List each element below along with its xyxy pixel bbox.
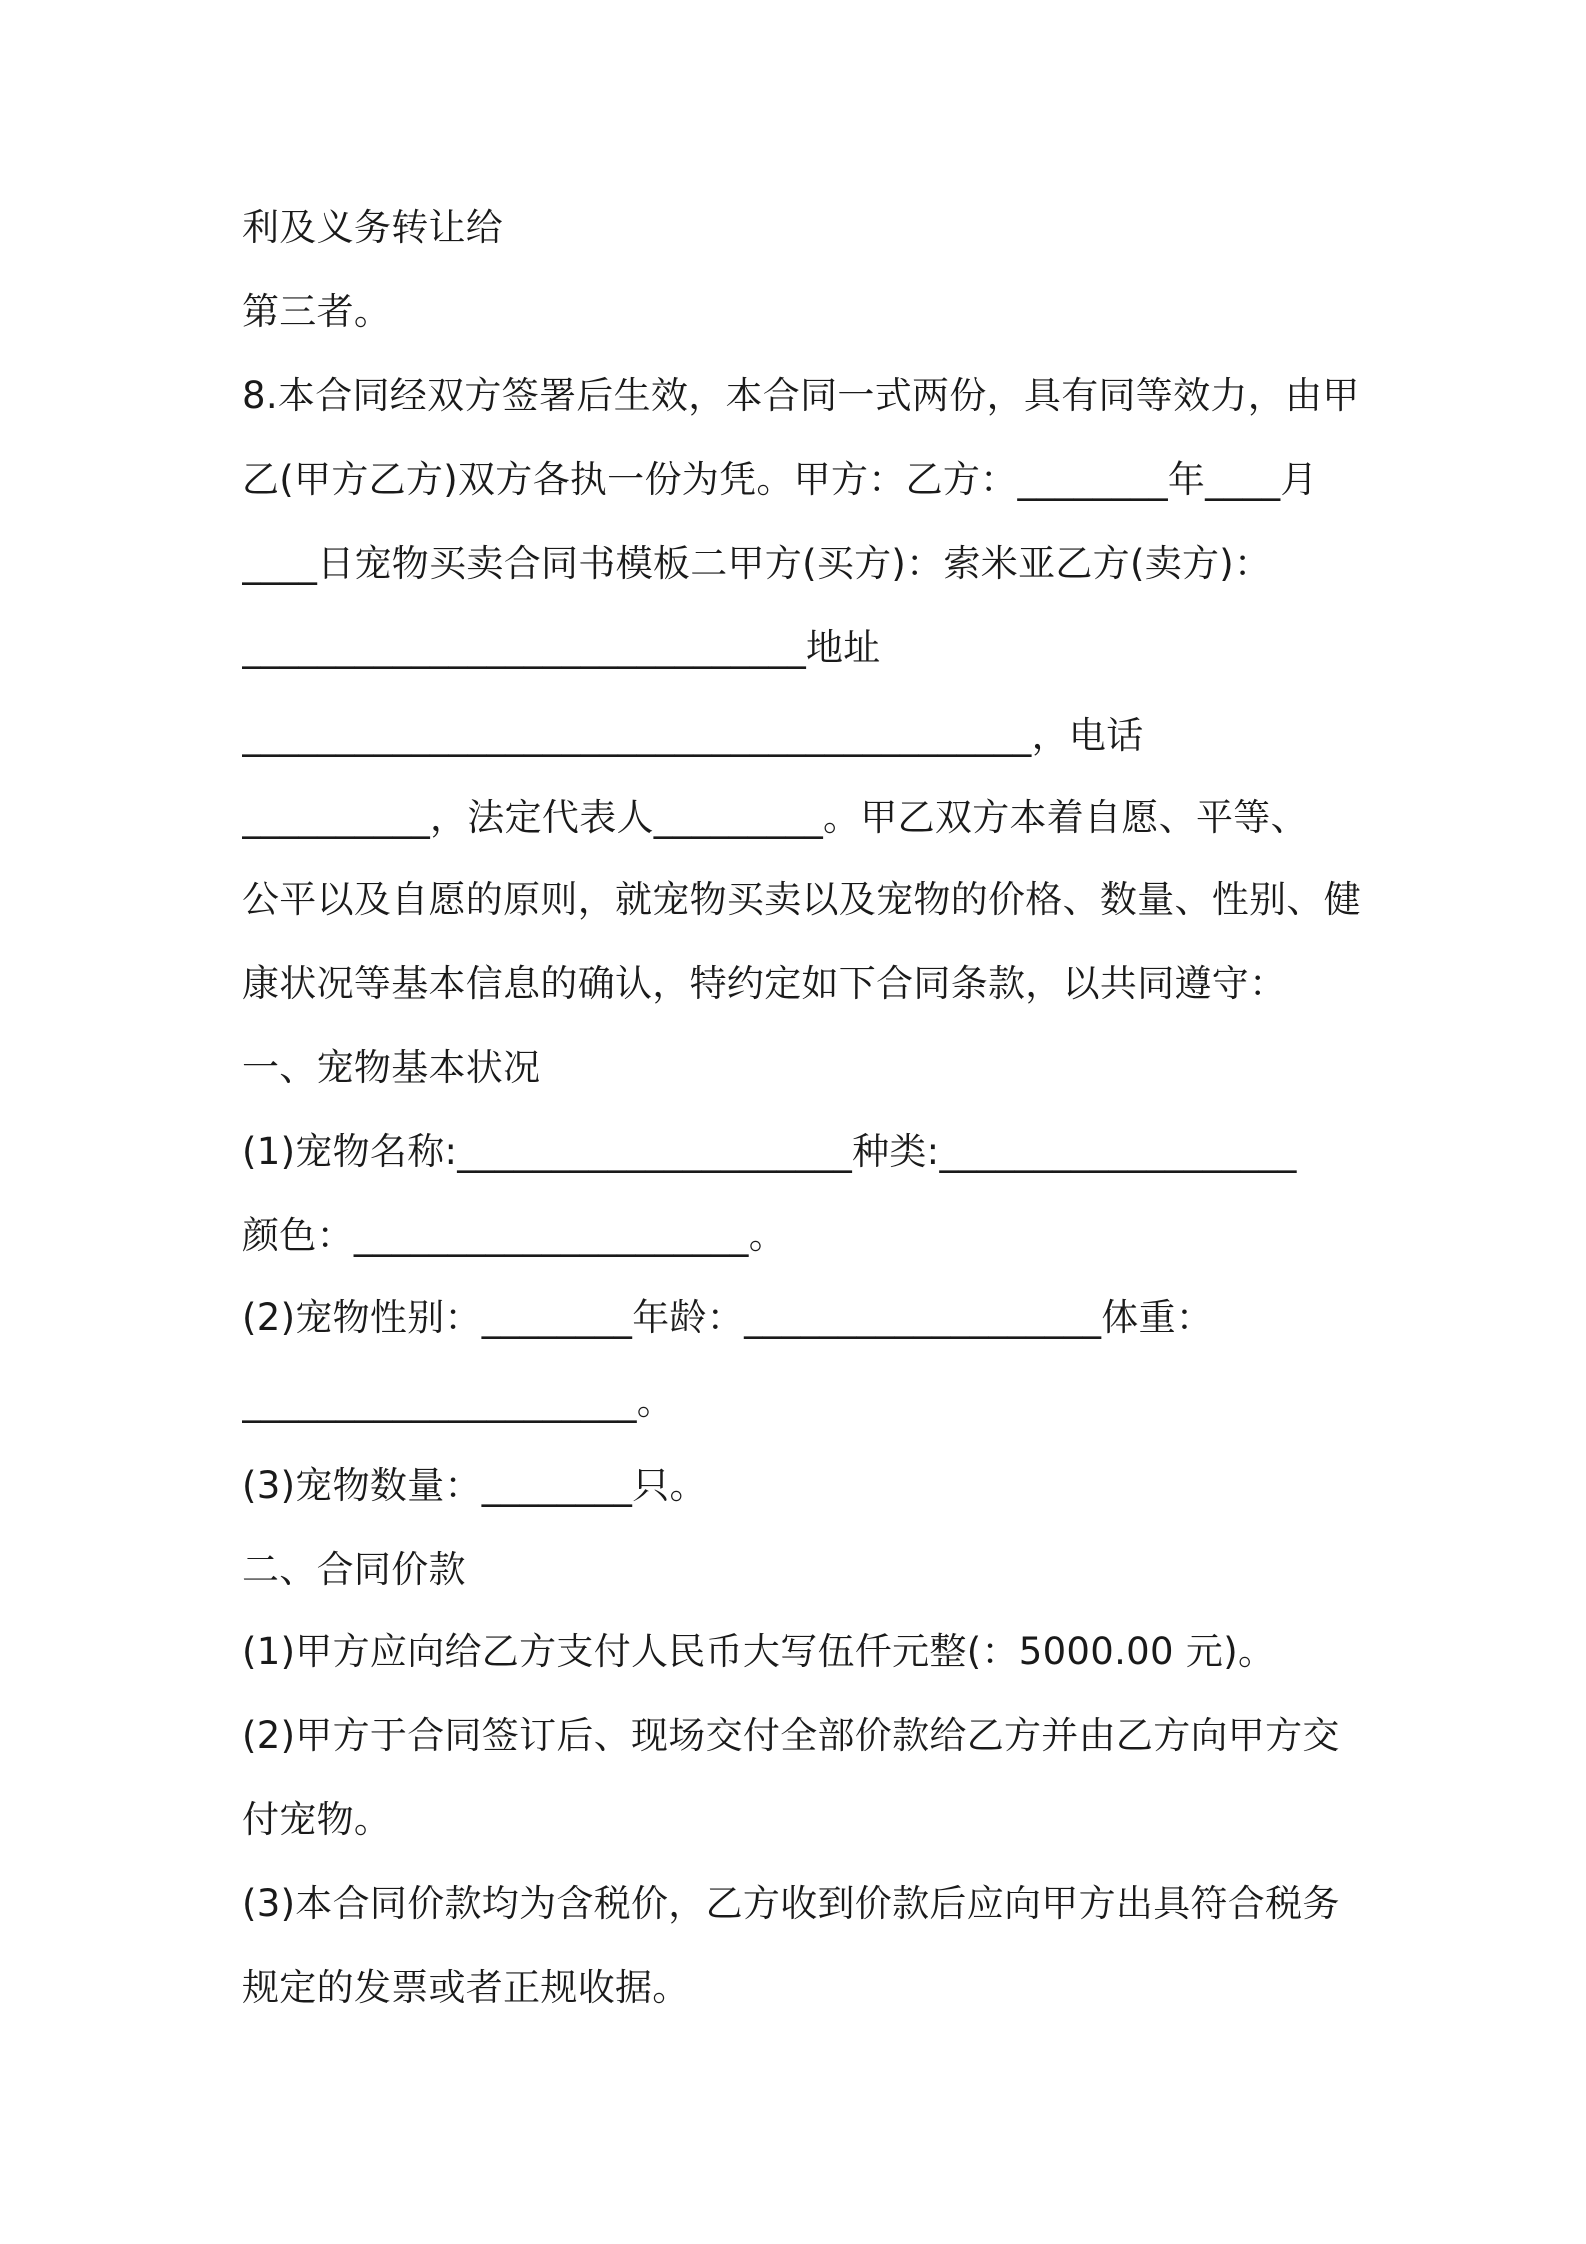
- text-line: (3)本合同价款均为含税价，乙方收到价款后应向甲方出具符合税务: [242, 1882, 1340, 1925]
- text-line: 康状况等基本信息的确认，特约定如下合同条款，以共同遵守：: [242, 962, 1287, 1005]
- text-line: 第三者。: [242, 290, 392, 333]
- text-line: 付宠物。: [242, 1798, 392, 1841]
- text-line: (2)宠物性别：________年龄：___________________体重：: [242, 1296, 1214, 1339]
- section-heading: 一、宠物基本状况: [242, 1046, 541, 1089]
- text-line: 公平以及自愿的原则，就宠物买卖以及宠物的价格、数量、性别、健: [242, 878, 1361, 921]
- text-line: 利及义务转让给: [242, 206, 504, 249]
- text-line: ______________________________地址: [242, 626, 881, 669]
- text-line: 8.本合同经双方签署后生效，本合同一式两份，具有同等效力，由甲: [242, 374, 1360, 417]
- text-line: (3)宠物数量：________只。: [242, 1464, 707, 1507]
- text-line: __________________________________________，电话: [242, 714, 1144, 757]
- text-line: _____________________。: [242, 1380, 675, 1423]
- text-line: __________，法定代表人_________。甲乙双方本着自愿、平等、: [242, 796, 1308, 839]
- text-line: (1)甲方应向给乙方支付人民币大写伍仟元整(：5000.00 元)。: [242, 1630, 1276, 1673]
- text-line: (1)宠物名称:_____________________种类:___________________: [242, 1130, 1297, 1173]
- text-line: 乙(甲方乙方)双方各执一份为凭。甲方：乙方：________年____月: [242, 458, 1318, 501]
- section-heading: 二、合同价款: [242, 1548, 466, 1591]
- text-line: ____日宠物买卖合同书模板二甲方(买方)：索米亚乙方(卖方)：: [242, 542, 1272, 585]
- text-line: 颜色：_____________________。: [242, 1214, 786, 1257]
- text-line: (2)甲方于合同签订后、现场交付全部价款给乙方并由乙方向甲方交: [242, 1714, 1340, 1757]
- text-line: 规定的发票或者正规收据。: [242, 1966, 690, 2009]
